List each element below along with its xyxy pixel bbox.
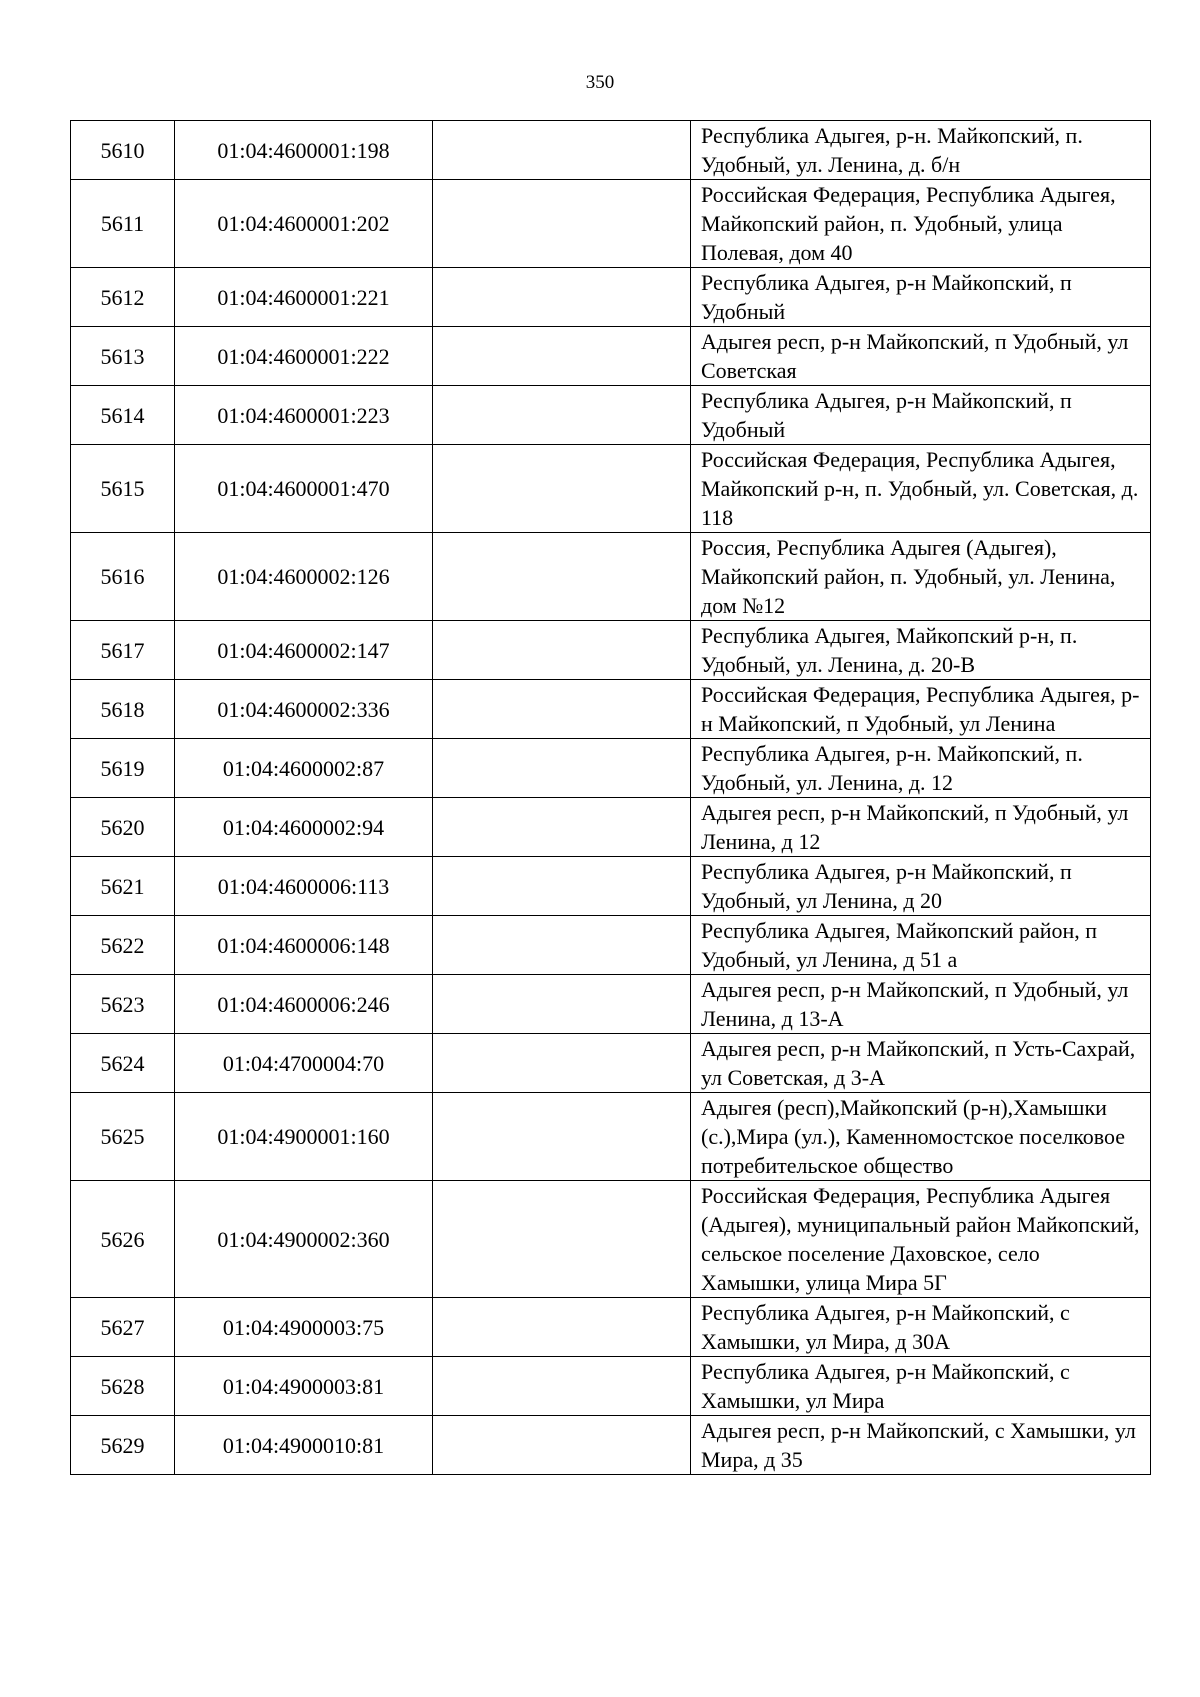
empty-cell [433,268,691,327]
table-row [71,680,1151,739]
table-row [71,1357,1151,1416]
cadastral-number: 01:04:4700004:70 [175,1034,433,1093]
table-row [71,327,1151,386]
cadastral-number: 01:04:4600002:94 [175,798,433,857]
table-row [71,445,1151,533]
address: Республика Адыгея, р-н Майкопский, п Удобный, ул Ленина, д 20 [691,857,1151,916]
table-row [71,268,1151,327]
table-row [71,533,1151,621]
address: Адыгея (респ),Майкопский (р-н),Хамышки (с.),Мира (ул.), Каменномостское поселковое потребительское общество [691,1093,1151,1181]
address: Российская Федерация, Республика Адыгея, Майкопский район, п. Удобный, улица Полевая, дом 40 [691,180,1151,268]
cadastral-number: 01:04:4600001:222 [175,327,433,386]
empty-cell [433,739,691,798]
row-number: 5629 [71,1416,175,1475]
empty-cell [433,798,691,857]
cadastral-number: 01:04:4600002:126 [175,533,433,621]
row-number: 5621 [71,857,175,916]
empty-cell [433,1298,691,1357]
table-row [71,857,1151,916]
cadastral-number: 01:04:4600006:148 [175,916,433,975]
address: Республика Адыгея, р-н Майкопский, с Хамышки, ул Мира [691,1357,1151,1416]
table-row [71,798,1151,857]
address: Россия, Республика Адыгея (Адыгея), Майкопский район, п. Удобный, ул. Ленина, дом №12 [691,533,1151,621]
row-number: 5615 [71,445,175,533]
table-row [71,1181,1151,1298]
address: Республика Адыгея, р-н. Майкопский, п. Удобный, ул. Ленина, д. б/н [691,121,1151,180]
empty-cell [433,1181,691,1298]
address: Адыгея респ, р-н Майкопский, с Хамышки, ул Мира, д 35 [691,1416,1151,1475]
empty-cell [433,857,691,916]
empty-cell [433,121,691,180]
row-number: 5611 [71,180,175,268]
empty-cell [433,1093,691,1181]
table-row [71,180,1151,268]
empty-cell [433,386,691,445]
table-row [71,1298,1151,1357]
row-number: 5612 [71,268,175,327]
address: Адыгея респ, р-н Майкопский, п Удобный, ул Советская [691,327,1151,386]
cadastral-number: 01:04:4900003:81 [175,1357,433,1416]
row-number: 5618 [71,680,175,739]
empty-cell [433,621,691,680]
cadastral-number: 01:04:4600001:198 [175,121,433,180]
row-number: 5624 [71,1034,175,1093]
cadastral-number: 01:04:4900002:360 [175,1181,433,1298]
registry-body [71,121,1151,1475]
address: Российская Федерация, Республика Адыгея, Майкопский р-н, п. Удобный, ул. Советская, д. 118 [691,445,1151,533]
address: Республика Адыгея, р-н. Майкопский, п. Удобный, ул. Ленина, д. 12 [691,739,1151,798]
cadastral-number: 01:04:4900001:160 [175,1093,433,1181]
cadastral-number: 01:04:4600006:246 [175,975,433,1034]
empty-cell [433,445,691,533]
cadastral-number: 01:04:4900003:75 [175,1298,433,1357]
empty-cell [433,1357,691,1416]
row-number: 5627 [71,1298,175,1357]
empty-cell [433,533,691,621]
table-row [71,975,1151,1034]
table-row [71,386,1151,445]
table-row [71,121,1151,180]
table-row [71,739,1151,798]
table-row [71,621,1151,680]
registry-table [70,120,1151,1475]
cadastral-number: 01:04:4900010:81 [175,1416,433,1475]
table-row [71,1034,1151,1093]
cadastral-number: 01:04:4600006:113 [175,857,433,916]
empty-cell [433,975,691,1034]
table-row [71,1416,1151,1475]
address: Республика Адыгея, р-н Майкопский, с Хамышки, ул Мира, д 30А [691,1298,1151,1357]
row-number: 5626 [71,1181,175,1298]
empty-cell [433,1416,691,1475]
address: Адыгея респ, р-н Майкопский, п Удобный, ул Ленина, д 12 [691,798,1151,857]
empty-cell [433,1034,691,1093]
cadastral-number: 01:04:4600002:87 [175,739,433,798]
row-number: 5619 [71,739,175,798]
address: Республика Адыгея, р-н Майкопский, п Удобный [691,386,1151,445]
cadastral-number: 01:04:4600002:147 [175,621,433,680]
row-number: 5628 [71,1357,175,1416]
row-number: 5614 [71,386,175,445]
row-number: 5623 [71,975,175,1034]
address: Республика Адыгея, Майкопский район, п Удобный, ул Ленина, д 51 а [691,916,1151,975]
row-number: 5625 [71,1093,175,1181]
cadastral-number: 01:04:4600001:223 [175,386,433,445]
table-row [71,1093,1151,1181]
address: Российская Федерация, Республика Адыгея (Адыгея), муниципальный район Майкопский, сельское поселение Даховское, село Хамышки, улица Мира 5Г [691,1181,1151,1298]
empty-cell [433,180,691,268]
address: Российская Федерация, Республика Адыгея, р-н Майкопский, п Удобный, ул Ленина [691,680,1151,739]
empty-cell [433,916,691,975]
cadastral-number: 01:04:4600001:202 [175,180,433,268]
cadastral-number: 01:04:4600002:336 [175,680,433,739]
table-row [71,916,1151,975]
page-number: 350 [585,72,615,93]
row-number: 5610 [71,121,175,180]
cadastral-number: 01:04:4600001:221 [175,268,433,327]
row-number: 5620 [71,798,175,857]
row-number: 5616 [71,533,175,621]
address: Адыгея респ, р-н Майкопский, п Удобный, ул Ленина, д 13-А [691,975,1151,1034]
empty-cell [433,680,691,739]
row-number: 5622 [71,916,175,975]
address: Республика Адыгея, Майкопский р-н, п. Удобный, ул. Ленина, д. 20-В [691,621,1151,680]
cadastral-number: 01:04:4600001:470 [175,445,433,533]
row-number: 5613 [71,327,175,386]
row-number: 5617 [71,621,175,680]
address: Республика Адыгея, р-н Майкопский, п Удобный [691,268,1151,327]
empty-cell [433,327,691,386]
address: Адыгея респ, р-н Майкопский, п Усть-Сахрай, ул Советская, д 3-А [691,1034,1151,1093]
